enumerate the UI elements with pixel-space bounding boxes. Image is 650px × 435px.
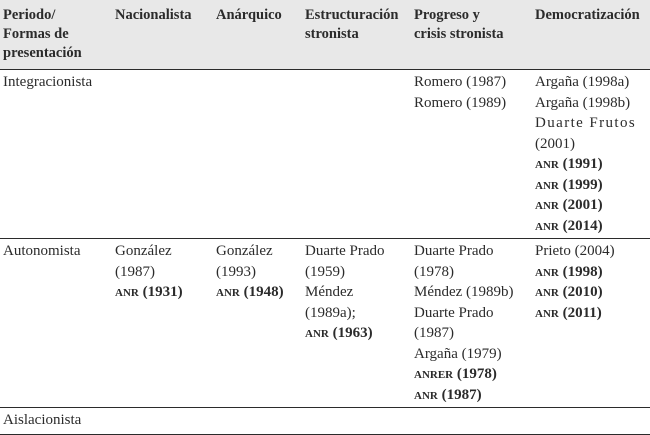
reference-entry: (1993) (216, 263, 256, 280)
reference-entry: (1959) (305, 263, 345, 280)
table-cell (212, 70, 301, 239)
reference-entry: anr (1991) (535, 156, 603, 172)
reference-entry: Prieto (2004) (535, 243, 615, 259)
table-body (0, 70, 650, 435)
row-label: Autonomista (0, 239, 111, 408)
reference-entry: (1978) (414, 263, 454, 280)
table-cell (301, 239, 410, 408)
reference-entry: Argaña (1998b) (535, 94, 631, 111)
table-cell (531, 70, 650, 239)
header-line: crisis stronista (414, 26, 504, 42)
table-cell (111, 408, 212, 435)
reference-entry: (2001) (535, 135, 575, 152)
table-cell (301, 70, 410, 239)
reference-entry: anr (1987) (414, 386, 482, 403)
reference-entry: Duarte Prado (414, 243, 494, 259)
reference-entry: Argaña (1998a) (535, 74, 630, 90)
table-cell (111, 239, 212, 408)
table-cell (410, 239, 531, 408)
reference-entry: Duarte Prado (414, 304, 494, 321)
reference-entry: Duarte Prado (305, 243, 385, 259)
reference-entry: anr (1948) (216, 284, 284, 300)
reference-entry: (1989a); (305, 304, 356, 321)
header-line: presentación (3, 45, 82, 61)
reference-entry: González (115, 243, 172, 259)
table-row (0, 70, 650, 239)
reference-entry: anr (2014) (535, 217, 603, 234)
header-democratizacion (531, 0, 650, 70)
header-line: Periodo/ (3, 7, 56, 23)
header-line: Nacionalista (115, 7, 192, 23)
reference-entry: (1987) (414, 325, 454, 341)
reference-entry: Argaña (1979) (414, 345, 502, 362)
table-cell (212, 408, 301, 435)
reference-entry: anr (2011) (535, 304, 602, 321)
reference-entry: González (216, 243, 273, 259)
table-cell (212, 239, 301, 408)
table-row (0, 239, 650, 408)
row-label: Aislacionista (0, 408, 111, 435)
header-line: stronista (305, 26, 359, 42)
reference-entry: Romero (1987) (414, 74, 507, 90)
header-line: Formas de (3, 26, 69, 42)
reference-entry: anr (1999) (535, 176, 603, 193)
row-label: Integracionista (0, 70, 111, 239)
header-line: Progreso y (414, 7, 480, 23)
reference-entry: anr (2010) (535, 284, 603, 300)
reference-entry: Méndez (305, 284, 354, 300)
header-row (0, 0, 650, 70)
header-progreso (410, 0, 531, 70)
reference-entry: Duarte Frutos (535, 115, 637, 131)
table-cell (111, 70, 212, 239)
reference-entry: anr (1931) (115, 284, 183, 300)
reference-entry: anr (1963) (305, 325, 373, 341)
table-row (0, 408, 650, 435)
header-line: Democratización (535, 7, 640, 23)
reference-entry: anr (2001) (535, 197, 603, 213)
header-estructuracion (301, 0, 410, 70)
reference-entry: anrer (1978) (414, 366, 497, 382)
table-cell (301, 408, 410, 435)
header-anarquico (212, 0, 301, 70)
reference-entry: Romero (1989) (414, 94, 507, 111)
header-line: Estructuración (305, 7, 399, 23)
table-cell (531, 408, 650, 435)
header-line: Anárquico (216, 7, 282, 23)
reference-entry: (1987) (115, 263, 155, 280)
table-cell (410, 408, 531, 435)
table-cell (410, 70, 531, 239)
table-cell (531, 239, 650, 408)
reference-entry: anr (1998) (535, 263, 603, 280)
header-nacionalista (111, 0, 212, 70)
header-periodo (0, 0, 111, 70)
reference-entry: Méndez (1989b) (414, 284, 514, 300)
